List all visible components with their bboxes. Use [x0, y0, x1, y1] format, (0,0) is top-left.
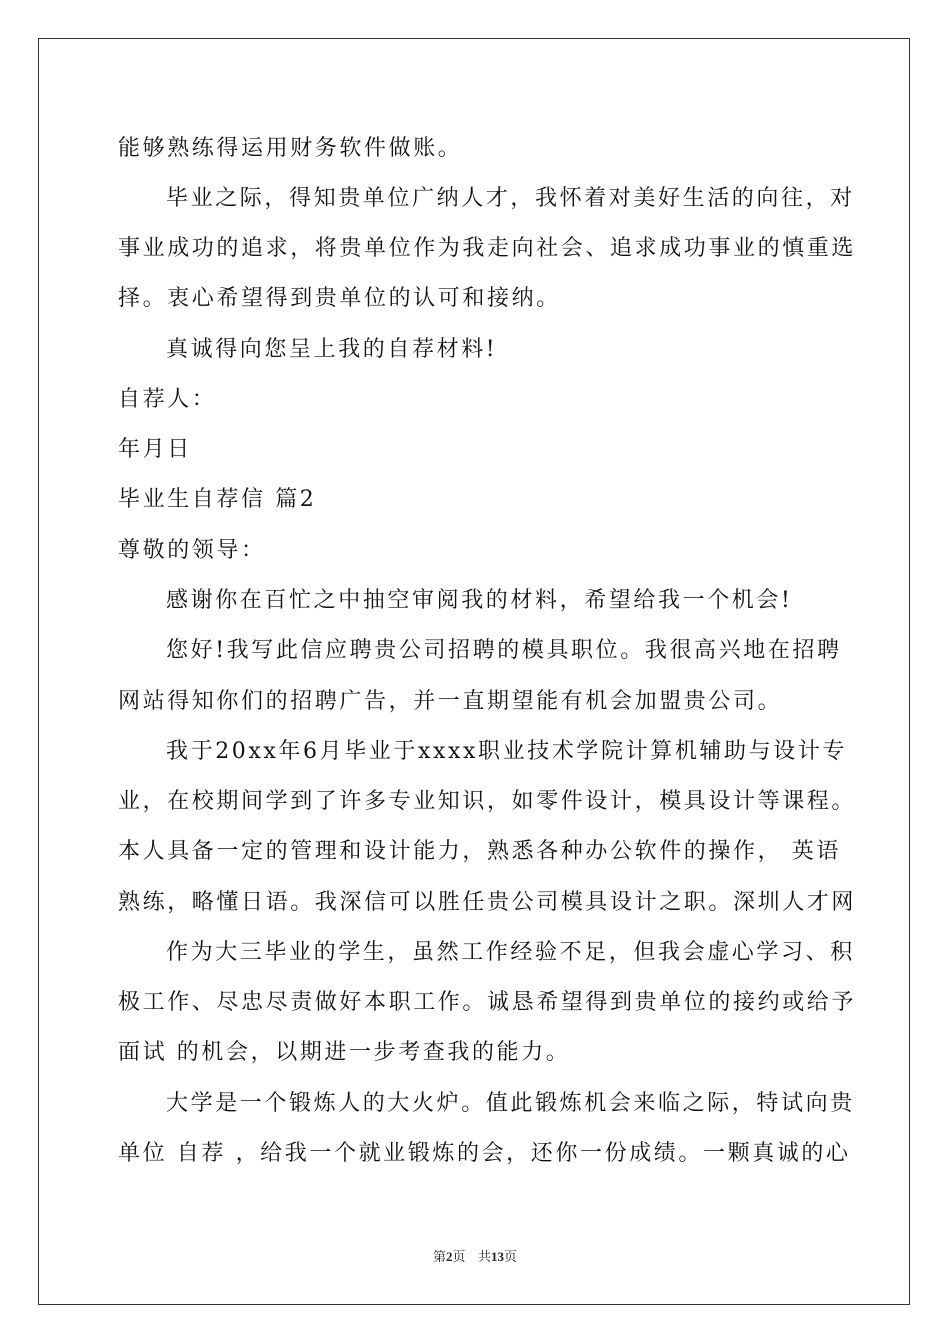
- page-number: 2: [446, 1249, 453, 1264]
- salutation: 尊敬的领导：: [118, 538, 266, 563]
- section-title: 毕业生自荐信 篇2: [118, 487, 317, 512]
- text-line: 能够熟练得运用财务软件做账。: [118, 136, 463, 161]
- text-line: 网站得知你们的招聘广告，并一直期望能有机会加盟贵公司。: [118, 689, 783, 714]
- date-label: 年月日: [118, 437, 192, 462]
- text-line: 事业成功的追求，将贵单位作为我走向社会、追求成功事业的慎重选: [118, 236, 857, 261]
- paragraph-line: 毕业之际，得知贵单位广纳人才，我怀着对美好生活的向往，对: [166, 186, 855, 211]
- paragraph-line: 您好!我写此信应聘贵公司招聘的模具职位。我很高兴地在招聘: [166, 638, 842, 663]
- footer-prefix: 第: [433, 1250, 447, 1265]
- paragraph-line: 大学是一个锻炼人的大火炉。值此锻炼机会来临之际，特试向贵: [166, 1091, 855, 1116]
- text-line: 面试 的机会，以期进一步考查我的能力。: [118, 1040, 571, 1065]
- text-line: 单位 自荐 ，给我一个就业锻炼的会，还你一份成绩。一颗真诚的心: [118, 1141, 851, 1166]
- paragraph-line: 作为大三毕业的学生，虽然工作经验不足，但我会虚心学习、积: [166, 940, 855, 965]
- footer-total-prefix: 共: [477, 1250, 491, 1265]
- text-line: 本人具备一定的管理和设计能力，熟悉各种办公软件的操作， 英语: [118, 839, 841, 864]
- text-line: 择。衷心希望得到贵单位的认可和接纳。: [118, 286, 561, 311]
- footer-page-suffix: 页: [452, 1250, 466, 1265]
- signature-label: 自荐人：: [118, 387, 217, 412]
- paragraph-line: 真诚得向您呈上我的自荐材料!: [166, 337, 498, 362]
- text-line: 熟练，略懂日语。我深信可以胜任贵公司模具设计之职。深圳人才网: [118, 890, 857, 915]
- footer-total-suffix: 页: [503, 1250, 517, 1265]
- paragraph-line: 我于20xx年6月毕业于xxxx职业技术学院计算机辅助与设计专: [166, 739, 848, 764]
- total-pages: 13: [490, 1249, 504, 1264]
- text-line: 极工作、尽忠尽责做好本职工作。诚恳希望得到贵单位的接约或给予: [118, 990, 857, 1015]
- text-line: 业，在校期间学到了许多专业知识，如零件设计，模具设计等课程。: [118, 789, 857, 814]
- paragraph-line: 感谢你在百忙之中抽空审阅我的材料，希望给我一个机会!: [166, 588, 793, 613]
- page-footer: [0, 1246, 950, 1265]
